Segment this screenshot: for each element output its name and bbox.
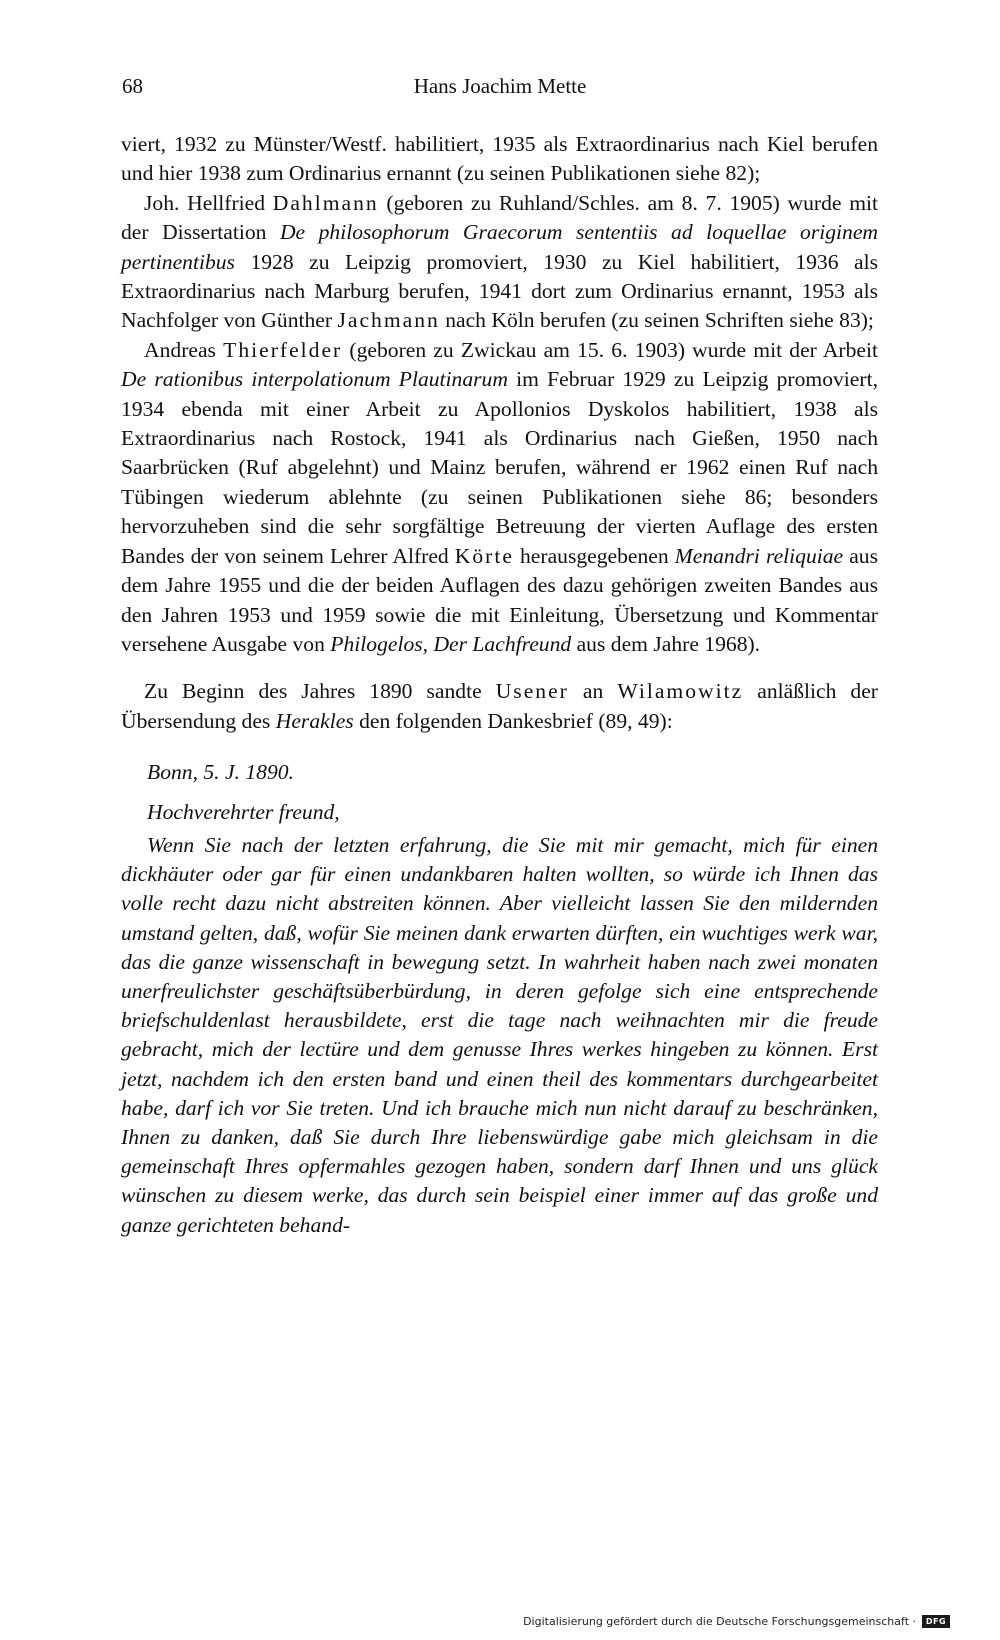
letter-date: Bonn, 5. J. 1890. — [147, 760, 294, 785]
work-title: De philosophorum Graecorum sententiis ad loquellae originem pertinentibus — [121, 220, 878, 274]
body-text — [121, 130, 878, 1240]
running-head: Hans Joachim Mette — [413, 74, 587, 98]
digitization-footer — [523, 1615, 950, 1628]
page-number: 68 — [122, 74, 143, 98]
person-name: Jachmann — [337, 308, 440, 333]
work-title: Herakles — [275, 708, 354, 733]
letter-greeting: Hochverehrter freund, — [147, 799, 340, 824]
person-name: Dahlmann — [272, 190, 379, 215]
paragraph-dahlmann: Joh. Hellfried Dahlmann (geboren zu Ruhland/Schles. am 8. 7. 1905) wurde mit der Dissertation De philosophorum Graecorum sententiis ad loquellae originem pertinentibus 1928 zu Leipzig promoviert, 1930 zu Kiel habilitiert, 1936 als Extraordinarius nach Marburg berufen, 1941 dort zum Ordinarius ernannt, 1953 als Nachfolger von Günther Jachmann nach Köln berufen (zu seinen Schriften siehe 83); — [121, 190, 878, 333]
person-name: Usener — [495, 679, 569, 704]
paragraph-thierfelder: Andreas Thierfelder (geboren zu Zwickau am 15. 6. 1903) wurde mit der Arbeit De rationibus interpolationum Plautinarum im Februar 1929 zu Leipzig promoviert, 1934 ebenda mit einer Arbeit zu Apollonios Dyskolos habilitiert, 1938 als Extraordinarius nach Rostock, 1941 als Ordinarius nach Gießen, 1950 nach Saarbrücken (Ruf abgelehnt) und Mainz berufen, während er 1962 einen Ruf nach Tübingen wiederum ablehnte (zu seinen Publikationen siehe 86; besonders hervorzuheben sind die sehr sorgfältige Betreuung der vierten Auflage des ersten Bandes der von seinem Lehrer Alfred Körte herausgegebenen Menandri reliquiae aus dem Jahre 1955 und die der beiden Auflagen des dazu gehörigen zweiten Bandes aus den Jahren 1953 und 1959 sowie die mit Einleitung, Übersetzung und Kommentar versehene Ausgabe von Philogelos, Der Lachfreund aus dem Jahre 1968). — [121, 337, 878, 656]
paragraph-usener: Zu Beginn des Jahres 1890 sandte Usener an Wilamowitz anläßlich der Übersendung des Herakles den folgenden Dankesbrief (89, 49): — [121, 679, 878, 733]
person-name: Wilamowitz — [617, 679, 744, 704]
work-title: Philogelos, Der Lachfreund — [330, 631, 572, 656]
person-name: Körte — [454, 543, 514, 568]
dfg-logo: DFG — [922, 1615, 950, 1628]
work-title: Menandri reliquiae — [674, 543, 844, 568]
footer-text: Digitalisierung gefördert durch die Deutsche Forschungsgemeinschaft · — [523, 1615, 916, 1628]
letter-body: Wenn Sie nach der letzten erfahrung, die Sie mit mir gemacht, mich für einen dickhäuter oder gar für einen undankbaren halten wollten, so würde ich Ihnen das volle recht dazu nicht abstreiten können. Aber vielleicht lassen Sie den mildernden umstand gelten, daß, wofür Sie meinen dank erwarten dürften, ein wuchtiges werk war, das die ganze wissenschaft in bewegung setzt. In wahrheit haben nach zwei monaten unerfreulichster geschäftsüberbürdung, in deren gefolge sich eine entsprechende briefschuldenlast herausbildete, erst die tage nach weihnachten mir die freude gebracht, mich der lectüre und dem genusse Ihres werkes hingeben zu können. Erst jetzt, nachdem ich den ersten band und einen theil des kommentars durchgearbeitet habe, darf ich vor Sie treten. Und ich brauche mich nun nicht darauf zu beschränken, Ihnen zu danken, daß Sie durch Ihre liebenswürdige gabe mich gleichsam in die gemeinschaft Ihres opfermahles gezogen haben, sondern darf Ihnen und uns glück wünschen zu diesem werke, das durch sein beispiel einer immer auf das große und ganze gerichteten behand- — [121, 832, 878, 1237]
paragraph-1: viert, 1932 zu Münster/Westf. habilitiert, 1935 als Extraordinarius nach Kiel berufen und hier 1938 zum Ordinarius ernannt (zu seinen Publikationen siehe 82); — [121, 132, 878, 186]
work-title: De rationibus interpolationum Plautinarum — [121, 367, 508, 392]
page-header — [120, 74, 880, 106]
person-name: Thierfelder — [223, 337, 343, 362]
